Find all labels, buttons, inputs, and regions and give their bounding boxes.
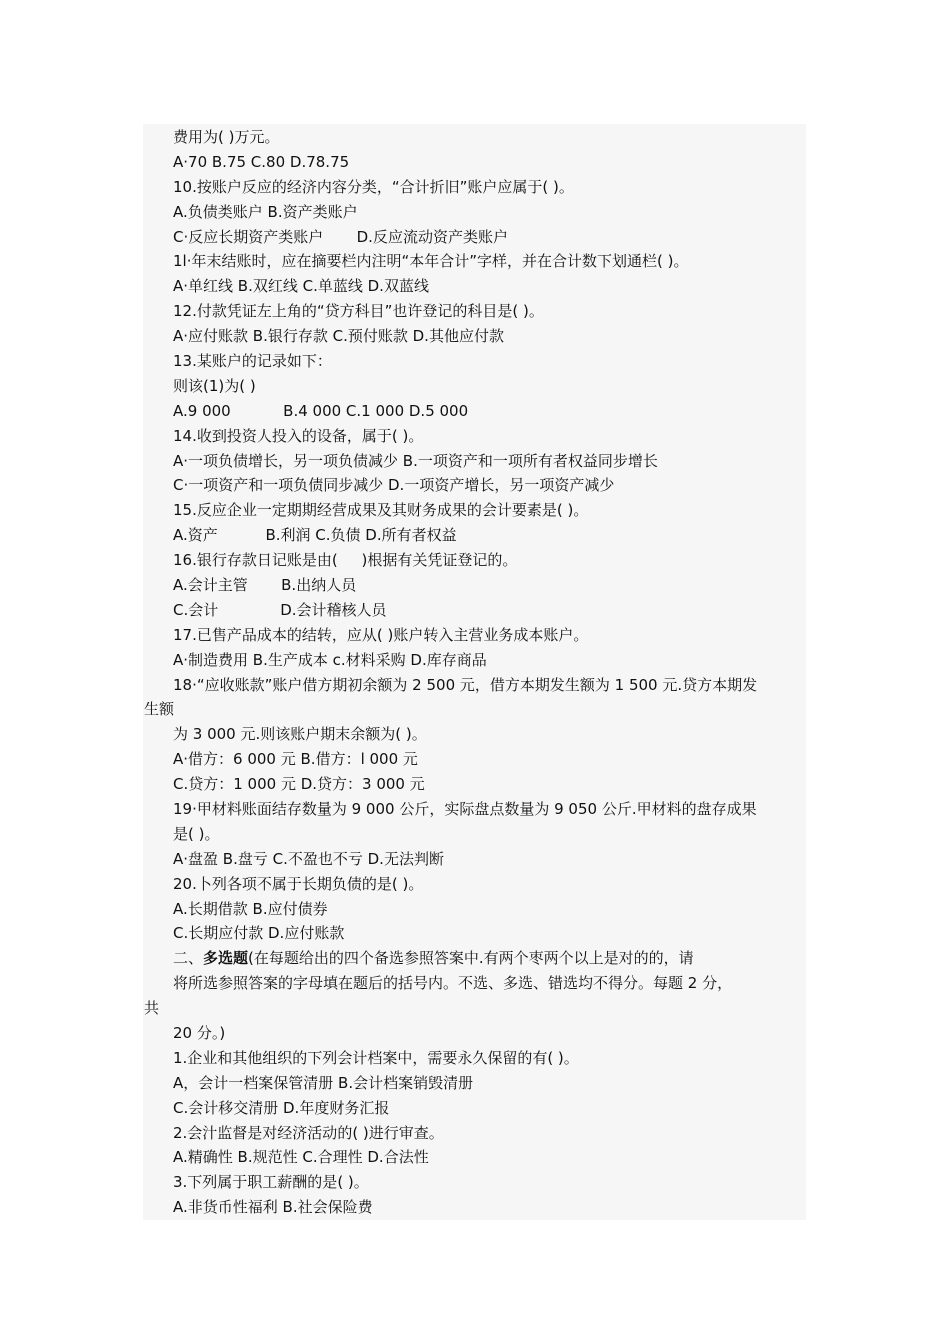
text-line: C.长期应付款 D.应付账款 <box>173 924 345 942</box>
section-title: 多选题 <box>203 949 249 967</box>
section-number: 二、 <box>173 949 204 967</box>
text-line: 17.已售产品成本的结转，应从( )账户转入主营业务成本账户。 <box>173 626 589 644</box>
text-line: A·应付账款 B.银行存款 C.预付账款 D.其他应付款 <box>173 327 504 345</box>
text-line: C·一项资产和一项负债同步减少 D.一项资产增长，另一项资产减少 <box>173 476 615 494</box>
text-line: 3.下列属于职工薪酬的是( )。 <box>173 1173 369 1191</box>
text-line: 则该(1)为( ) <box>173 377 256 395</box>
text-line: C.会计 D.会计稽核人员 <box>173 601 387 619</box>
section-heading <box>173 948 694 968</box>
text-line: 费用为( )万元。 <box>173 128 280 146</box>
text-line: 13.某账户的记录如下： <box>173 352 332 370</box>
text-line: 1.企业和其他组织的下列会计档案中，需要永久保留的有( )。 <box>173 1049 579 1067</box>
text-line: A·70 B.75 C.80 D.78.75 <box>173 153 350 171</box>
text-line: 共 <box>144 999 160 1017</box>
text-line: C.贷方：1 000 元 D.贷方：3 000 元 <box>173 775 425 793</box>
text-line: A·盘盈 B.盘亏 C.不盈也不亏 D.无法判断 <box>173 850 444 868</box>
text-line: A.9 000 B.4 000 C.1 000 D.5 000 <box>173 402 469 420</box>
text-line: 是( )。 <box>173 825 220 843</box>
text-line: 为 3 000 元.则该账户期末余额为( )。 <box>173 725 427 743</box>
text-line: 10.按账户反应的经济内容分类，“合计折旧”账户应属于( )。 <box>173 178 574 196</box>
text-line: 将所选参照答案的字母填在题后的括号内。不选、多选、错选均不得分。每题 2 分， <box>173 974 733 992</box>
text-line: A.会计主管 B.出纳人员 <box>173 576 357 594</box>
text-line: 12.付款凭证左上角的“贷方科目”也许登记的科目是( )。 <box>173 302 544 320</box>
text-line: A.非货币性福利 B.社会保险费 <box>173 1198 373 1216</box>
text-line: A.精确性 B.规范性 C.合理性 D.合法性 <box>173 1148 429 1166</box>
text-line: 15.反应企业一定期期经营成果及其财务成果的会计要素是( )。 <box>173 501 589 519</box>
text-line: A.资产 B.利润 C.负债 D.所有者权益 <box>173 526 457 544</box>
text-line: A·单红线 B.双红线 C.单蓝线 D.双蓝线 <box>173 277 429 295</box>
text-line: 2.会汁监督是对经济活动的( )进行审查。 <box>173 1124 444 1142</box>
text-line: 14.收到投资人投入的设备，属于( )。 <box>173 427 424 445</box>
text-line: 20.卜列各项不属于长期负债的是( )。 <box>173 875 424 893</box>
text-line: 20 分。) <box>173 1024 226 1042</box>
text-line: 16.银行存款日记账是由( )根据有关凭证登记的。 <box>173 551 518 569</box>
text-line: 19·甲材料账面结存数量为 9 000 公斤，实际盘点数量为 9 050 公斤.甲材料的盘存成果 <box>173 800 757 818</box>
text-line: A·一项负债增长，另一项负债减少 B.一项资产和一项所有者权益同步增长 <box>173 452 658 470</box>
text-line: A.负债类账户 B.资产类账户 <box>173 203 358 221</box>
text-line: A·借方：6 000 元 B.借方：l 000 元 <box>173 750 418 768</box>
text-line: 1l·年末结账时，应在摘要栏内注明“本年合计”字样，并在合计数下划通栏( )。 <box>173 252 689 270</box>
section-instructions: (在每题给出的四个备选参照答案中.有两个枣两个以上是对的的，请 <box>248 949 694 967</box>
text-line: 18·“应收账款”账户借方期初余额为 2 500 元，借方本期发生额为 1 500 元.贷方本期发 <box>173 676 758 694</box>
text-line: A，会计一档案保管清册 B.会计档案销毁清册 <box>173 1074 474 1092</box>
text-line: A.长期借款 B.应付债券 <box>173 900 328 918</box>
text-line: A·制造费用 B.生产成本 c.材料采购 D.库存商品 <box>173 651 487 669</box>
text-line: C·反应长期资产类账户 D.反应流动资产类账户 <box>173 228 508 246</box>
text-line: C.会计移交清册 D.年度财务汇报 <box>173 1099 390 1117</box>
text-line: 生额 <box>144 700 175 718</box>
